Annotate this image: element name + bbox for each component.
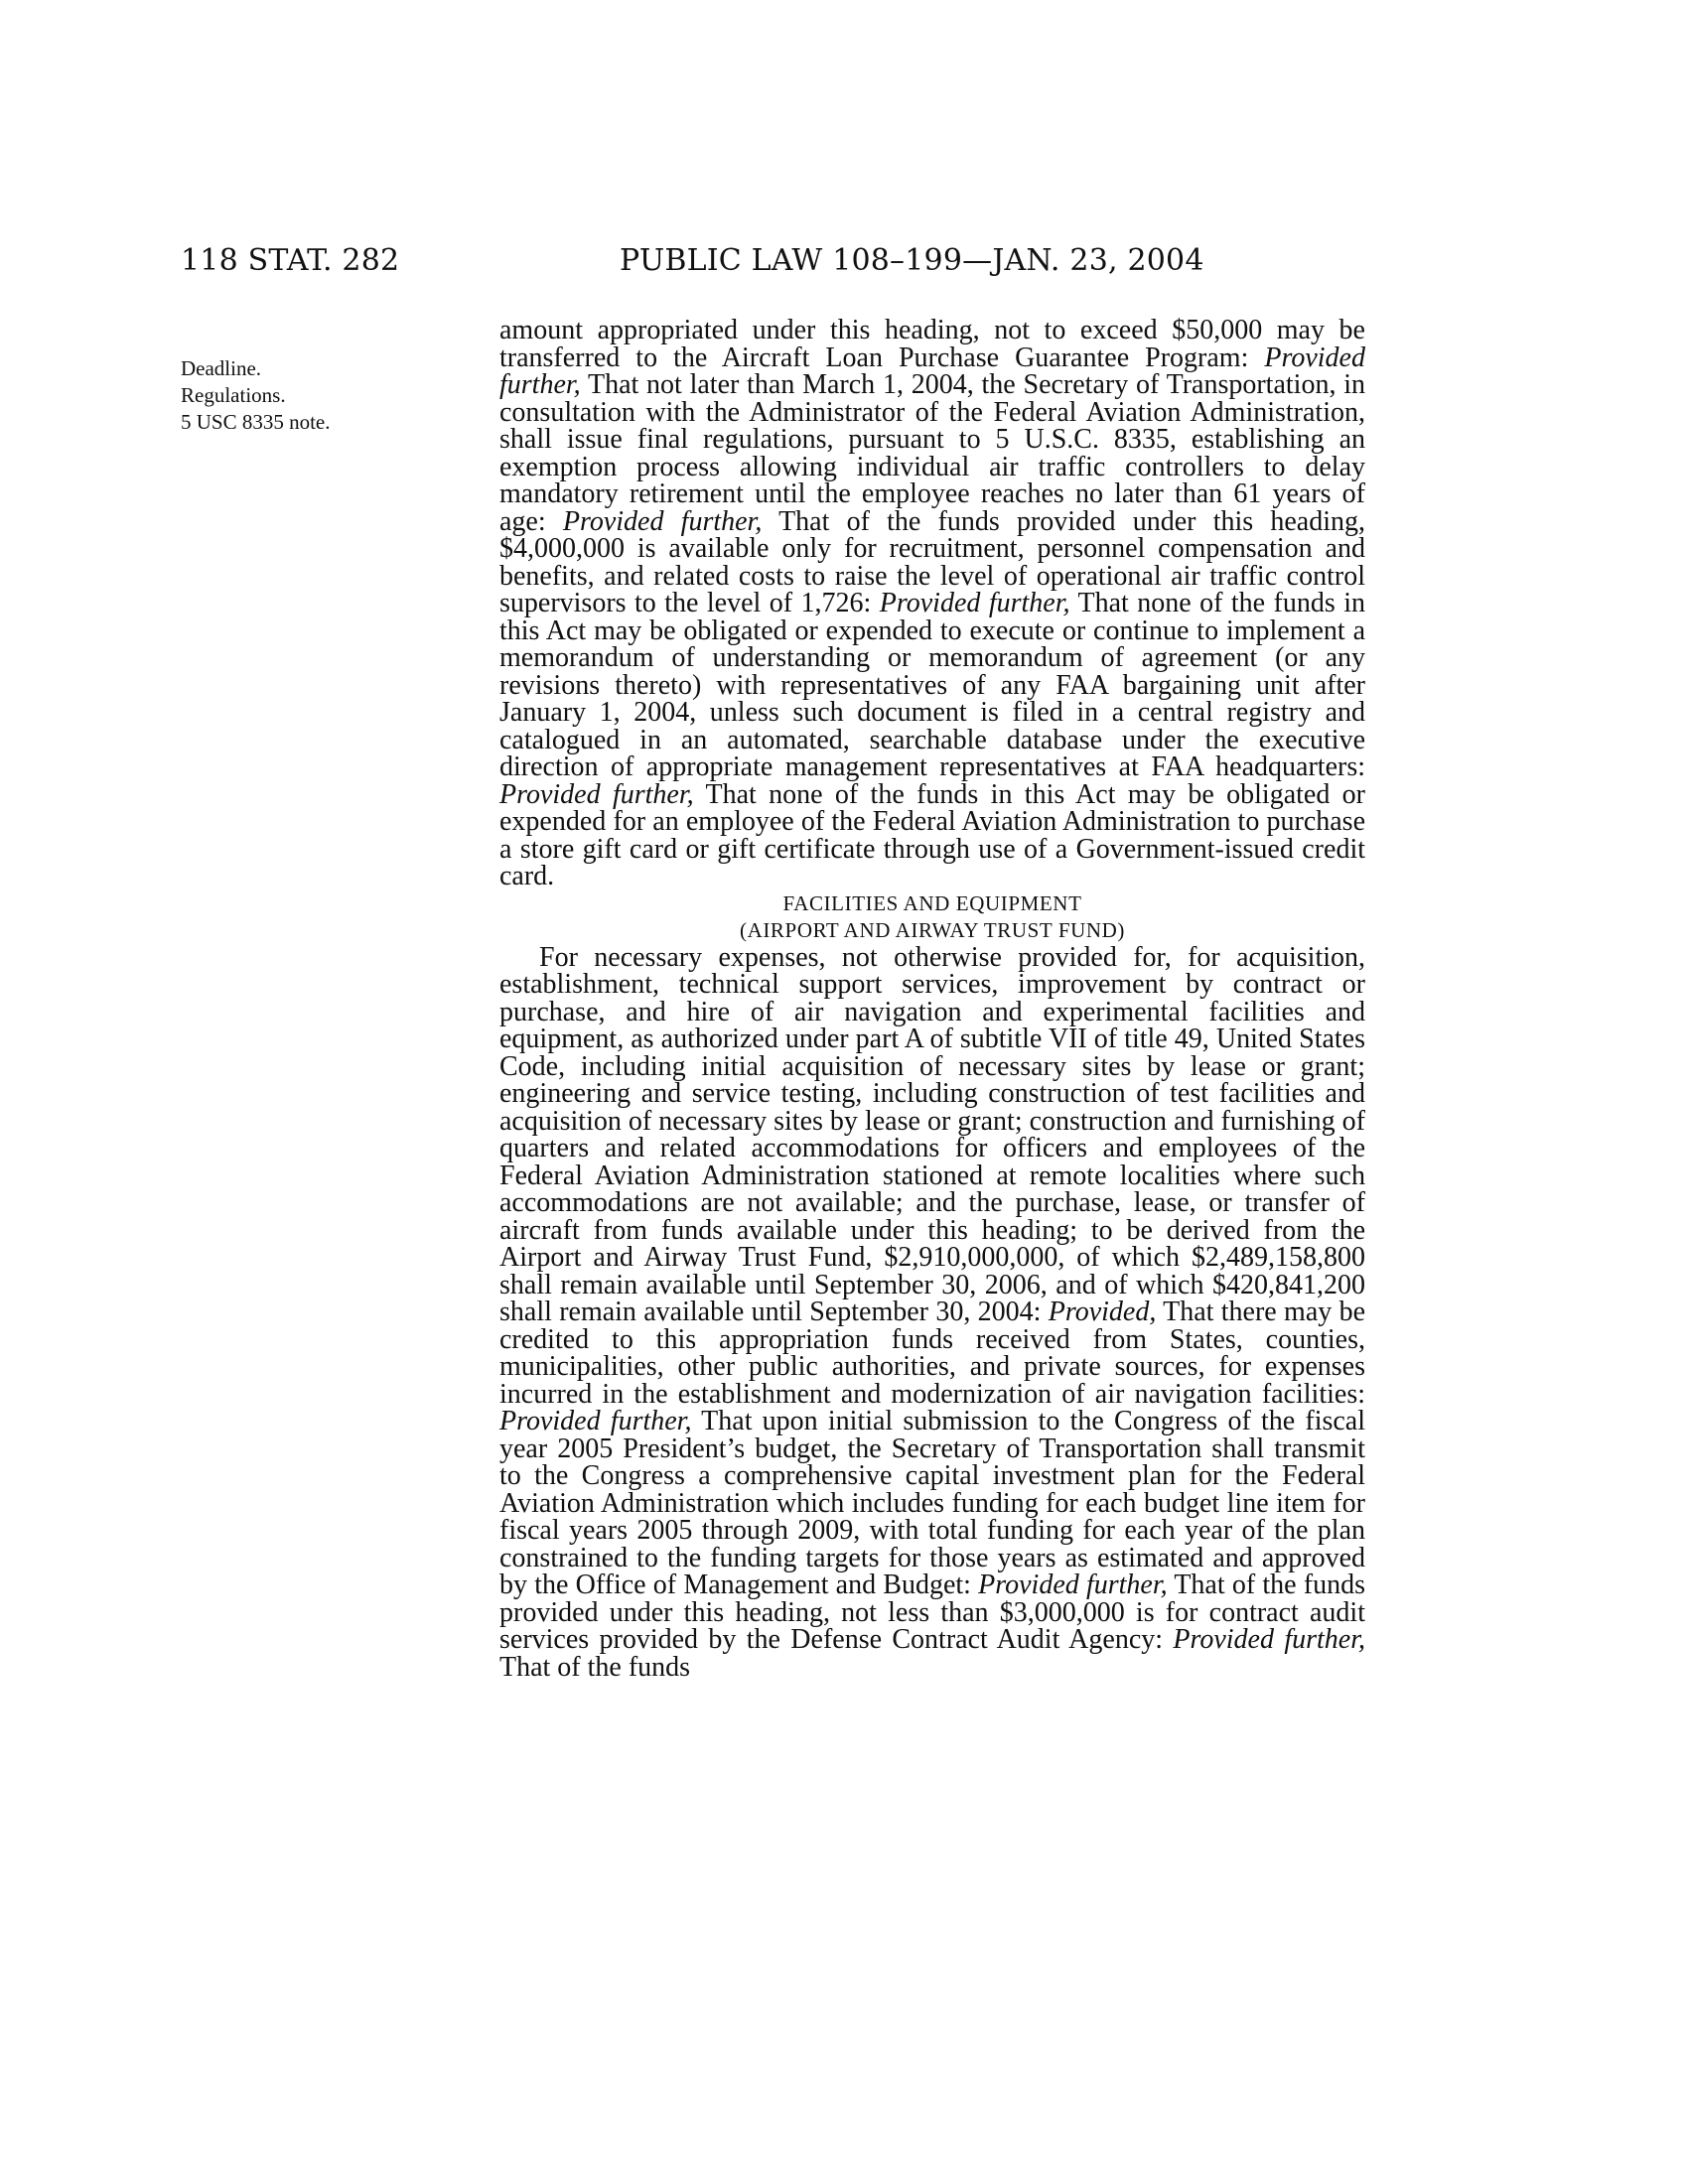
text-run: That of the funds: [499, 1651, 691, 1683]
provided-further-proviso: Provided further,: [562, 505, 763, 537]
provided-further-proviso: Provided further,: [499, 778, 694, 810]
law-title: PUBLIC LAW 108–199—JAN. 23, 2004: [620, 243, 1204, 278]
provided-further-proviso: Provided further,: [879, 588, 1070, 618]
text-run: That none of the funds in this Act may be obligated or expended to execute or continue to implement a memorandum of understanding or memorandum of agreement (or any revisions thereto) with representatives of any FAA bargaining unit after January 1, 2004, unless such document is filed in a central registry and catalogued in an automated, searchable database under the executive direction of appropriate management representatives at FAA headquarters:: [499, 588, 1365, 782]
provided-further-proviso: Provided further,: [499, 341, 1365, 400]
margin-note-usc: 5 USC 8335 note.: [181, 410, 331, 434]
page-header: [181, 243, 1211, 283]
text-run: For necessary expenses, not otherwise provided for, for acquisition, establishment, technical support services, improvement by contract or purchase, and hire of air navigation and experimental facilities and equipment, as authorized under part A of subtitle VII of title 49, United States Code, including initial acquisition of necessary sites by lease or grant; engineering and service testing, including construction of test facilities and acquisition of necessary sites by lease or grant; construction and furnishing of quarters and related accommodations for officers and employees of the Federal Aviation Administration stationed at remote localities where such accommodations are not available; and the purchase, lease, or transfer of aircraft from funds available under this heading; to be derived from the Airport and Airway Trust Fund, $2,910,000,000, of which $2,489,158,800 shall remain available until September 30, 2006, and of which $420,841,200 shall remain available until September 30, 2004:: [499, 941, 1365, 1327]
text-run: That upon initial submission to the Congress of the fiscal year 2005 President’s budget, the Secretary of Transportation shall transmit to the Congress a comprehensive capital investment plan for the Federal Aviation Administration which includes funding for each budget line item for fiscal years 2005 through 2009, with total funding for each year of the plan constrained to the funding targets for those years as estimated and approved by the Office of Management and Budget:: [499, 1406, 1366, 1600]
section-subheading: (AIRPORT AND AIRWAY TRUST FUND): [739, 917, 1126, 942]
text-run: That of the funds provided under this heading, $4,000,000 is available only for recruitment, personnel compensation and benefits, and related costs to raise the level of operational air traffic control supervisors to the level of 1,726:: [499, 505, 1366, 618]
margin-note-deadline: Deadline.: [181, 356, 262, 380]
main-text-column: [499, 317, 1365, 1681]
text-run: That of the funds provided under this heading, not less than $3,000,000 is for contract audit services provided by the Defense Contract Audit Agency:: [499, 1570, 1365, 1655]
provided-further-proviso: Provided further,: [1173, 1624, 1365, 1655]
paragraph-facilities-equipment: [499, 941, 1366, 1683]
provided-further-proviso: Provided further,: [499, 1406, 692, 1436]
text-run: That none of the funds in this Act may be obligated or expended for an employee of the Federal Aviation Administration to purchase a store gift card or gift certificate through use of a Government-issued credit card.: [499, 778, 1365, 891]
margin-notes: [181, 355, 484, 436]
section-heading: FACILITIES AND EQUIPMENT: [782, 890, 1082, 915]
paragraph-continuation: [499, 317, 1365, 890]
provided-proviso: Provided,: [1048, 1297, 1157, 1327]
provided-further-proviso: Provided further,: [978, 1570, 1168, 1600]
stat-reference: 118 STAT. 282: [181, 243, 400, 278]
text-run: amount appropriated under this heading, not to exceed $50,000 may be transferred to the Aircraft Loan Purchase Guarantee Program:: [499, 315, 1365, 373]
text-run: That there may be credited to this appropriation funds received from States, counties, municipalities, other public authorities, and private sources, for expenses incurred in the establishment and modernization of air navigation facilities:: [499, 1297, 1365, 1410]
margin-note-regulations: Regulations.: [181, 383, 286, 407]
text-run: That not later than March 1, 2004, the Secretary of Transportation, in consultation with the Administrator of the Federal Aviation Administration, shall issue final regulations, pursuant to 5 U.S.C. 8335, establishing an exemption process allowing individual air traffic controllers to delay mandatory retirement until the employee reaches no later than 61 years of age:: [499, 369, 1365, 537]
